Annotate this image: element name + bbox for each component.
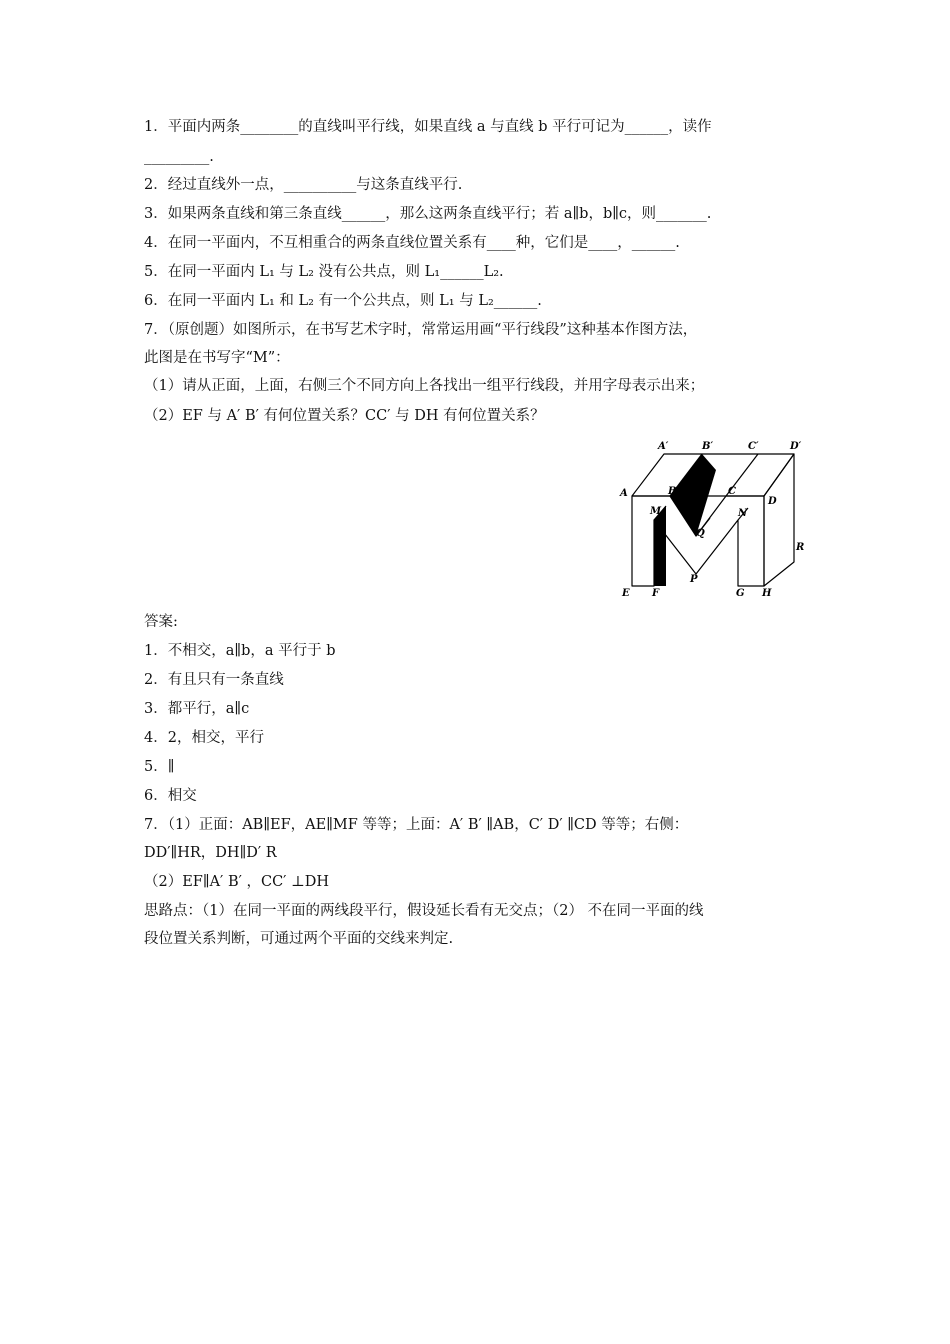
question-3: 3．如果两条直线和第三条直线______，那么这两条直线平行；若 a∥b，b∥c，则_______. (144, 206, 712, 222)
label-g: G (736, 588, 745, 599)
question-2: 2．经过直线外一点，__________与这条直线平行. (144, 177, 463, 193)
label-m: M (650, 506, 662, 517)
label-c-prime: C′ (748, 441, 759, 452)
answer-4: 4．2，相交，平行 (144, 730, 264, 746)
label-e: E (622, 588, 630, 599)
label-b-prime: B′ (702, 441, 714, 452)
label-b: B (668, 486, 677, 497)
label-q: Q (696, 528, 705, 539)
question-4: 4．在同一平面内，不互相重合的两条直线位置关系有____种，它们是____，______. (144, 235, 680, 251)
shaded-face-top (670, 454, 716, 536)
question-6: 6．在同一平面内 L₁ 和 L₂ 有一个公共点，则 L₁ 与 L₂______. (144, 293, 542, 309)
answer-7-part-1: 7．（1）正面：AB∥EF，AE∥MF 等等；上面：A′ B′ ∥AB，C′ D′ ∥CD 等等；右侧： (144, 817, 689, 833)
label-p: P (690, 574, 698, 585)
answer-7-part-2: （2）EF∥A′ B′ ，CC′ ⊥DH (144, 874, 329, 890)
question-1: 1．平面内两条________的直线叫平行线，如果直线 a 与直线 b 平行可记为______，读作 (144, 119, 712, 135)
question-1-continued: _________. (144, 149, 214, 165)
label-f: F (652, 588, 660, 599)
solution-tip: 思路点：（1）在同一平面的两线段平行，假设延长看有无交点；（2） 不在同一平面的线 (144, 903, 704, 919)
answer-7-part-1-continued: DD′∥HR，DH∥D′ R (144, 845, 277, 861)
question-7: 7．（原创题）如图所示，在书写艺术字时，常常运用画“平行线段”这种基本作图方法， (144, 322, 698, 338)
label-h: H (762, 588, 772, 599)
label-a-prime: A′ (658, 441, 669, 452)
label-d: D (768, 496, 777, 507)
question-5: 5．在同一平面内 L₁ 与 L₂ 没有公共点，则 L₁______L₂. (144, 264, 504, 280)
answer-2: 2．有且只有一条直线 (144, 672, 284, 688)
label-d-prime: D′ (790, 441, 802, 452)
label-c: C (728, 486, 736, 497)
label-a: A (620, 488, 628, 499)
shaded-face-left (654, 506, 666, 586)
solution-tip-continued: 段位置关系判断，可通过两个平面的交线来判定. (144, 931, 454, 947)
label-r: R (796, 542, 805, 553)
question-7-part-2: （2）EF 与 A′ B′ 有何位置关系？CC′ 与 DH 有何位置关系？ (144, 408, 545, 424)
label-n: N (738, 508, 748, 519)
answer-1: 1．不相交，a∥b，a 平行于 b (144, 643, 336, 659)
question-7-part-1: （1）请从正面，上面，右侧三个不同方向上各找出一组平行线段，并用字母表示出来； (144, 378, 705, 394)
answer-3: 3．都平行，a∥c (144, 701, 250, 717)
right-face-outline (764, 454, 794, 586)
answer-5: 5．∥ (144, 759, 175, 775)
question-7-continued: 此图是在书写字“M”： (144, 350, 290, 366)
answer-6: 6．相交 (144, 788, 197, 804)
answers-title: 答案: (144, 614, 178, 630)
letter-m-figure (618, 436, 808, 604)
